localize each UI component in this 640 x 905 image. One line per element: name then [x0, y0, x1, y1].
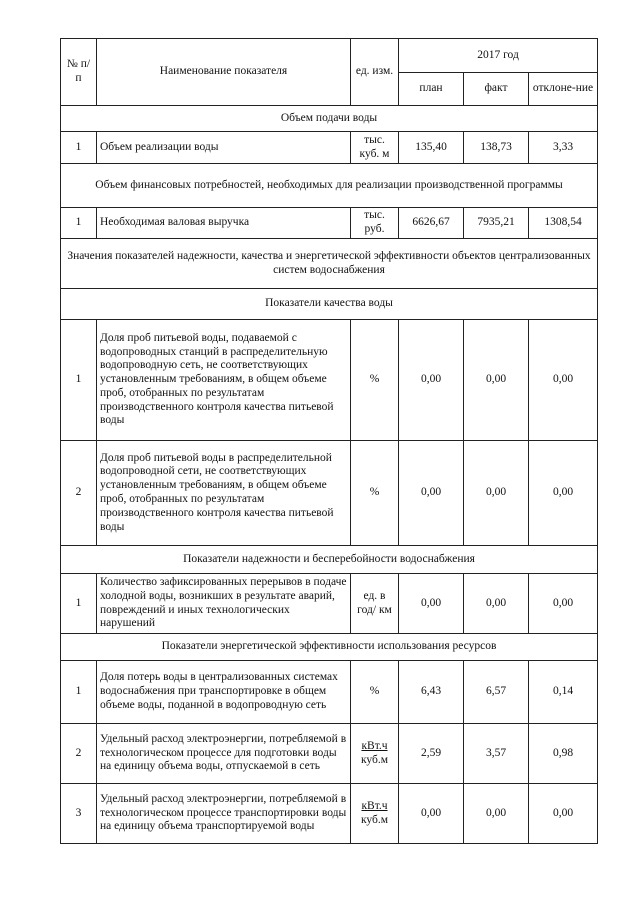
- row-unit: ед. в год/ км: [351, 574, 399, 634]
- header-unit: ед. изм.: [351, 39, 399, 106]
- row-num: 1: [61, 661, 97, 724]
- row-deviation: 0,98: [529, 724, 598, 784]
- header-num: № п/п: [61, 39, 97, 106]
- row-fact: 0,00: [464, 320, 529, 441]
- header-plan: план: [399, 73, 464, 106]
- row-num: 3: [61, 784, 97, 844]
- unit-denominator: куб.м: [360, 813, 389, 826]
- section-energy-efficiency: Показатели энергетической эффективности использования ресурсов: [61, 634, 598, 661]
- row-plan: 6626,67: [399, 208, 464, 239]
- row-unit: %: [351, 441, 399, 546]
- row-unit: [351, 724, 399, 784]
- row-plan: 0,00: [399, 320, 464, 441]
- row-plan: 2,59: [399, 724, 464, 784]
- row-unit: тыс. руб.: [351, 208, 399, 239]
- row-deviation: 3,33: [529, 132, 598, 164]
- row-unit: %: [351, 661, 399, 724]
- row-fact: 138,73: [464, 132, 529, 164]
- section-supply-volume: Объем подачи воды: [61, 106, 598, 132]
- indicators-table: [60, 38, 598, 844]
- row-num: 1: [61, 132, 97, 164]
- row-unit: %: [351, 320, 399, 441]
- row-name: Доля проб питьевой воды в распределительной водопроводной сети, не соответствующих установленным требованиям, в общем объеме проб, отобранных по результатам производственного контроля качества питьевой воды: [97, 441, 351, 546]
- unit-numerator: кВт.ч: [361, 799, 388, 812]
- row-deviation: 1308,54: [529, 208, 598, 239]
- row-fact: 3,57: [464, 724, 529, 784]
- row-num: 2: [61, 441, 97, 546]
- row-name: Количество зафиксированных перерывов в подаче холодной воды, возникших в результате аварий, повреждений и иных технологических нарушений: [97, 574, 351, 634]
- row-plan: 135,40: [399, 132, 464, 164]
- row-fact: 0,00: [464, 441, 529, 546]
- row-deviation: 0,00: [529, 574, 598, 634]
- row-name: Удельный расход электроэнергии, потребляемой в технологическом процессе транспортировки воды на единицу объема транспортируемой воды: [97, 784, 351, 844]
- row-name: Необходимая валовая выручка: [97, 208, 351, 239]
- row-num: 1: [61, 574, 97, 634]
- row-deviation: 0,00: [529, 441, 598, 546]
- row-fact: 7935,21: [464, 208, 529, 239]
- row-deviation: 0,00: [529, 784, 598, 844]
- row-deviation: 0,14: [529, 661, 598, 724]
- row-name: Доля проб питьевой воды, подаваемой с водопроводных станций в распределительную водопроводную сеть, не соответствующих установленным требованиям, в общем объеме проб, отобранных по результатам производственного контроля качества питьевой воды: [97, 320, 351, 441]
- row-num: 1: [61, 320, 97, 441]
- row-name: Объем реализации воды: [97, 132, 351, 164]
- row-num: 2: [61, 724, 97, 784]
- unit-denominator: куб.м: [360, 753, 389, 766]
- row-fact: 0,00: [464, 784, 529, 844]
- row-plan: 0,00: [399, 784, 464, 844]
- section-water-quality: Показатели качества воды: [61, 289, 598, 320]
- row-deviation: 0,00: [529, 320, 598, 441]
- row-plan: 0,00: [399, 441, 464, 546]
- header-year: 2017 год: [399, 39, 598, 73]
- row-unit: тыс. куб. м: [351, 132, 399, 164]
- section-supply-reliability: Показатели надежности и бесперебойности водоснабжения: [61, 546, 598, 574]
- header-fact: факт: [464, 73, 529, 106]
- row-name: Доля потерь воды в централизованных системах водоснабжения при транспортировке в общем объеме воды, поданной в водопроводную сеть: [97, 661, 351, 724]
- header-name: Наименование показателя: [97, 39, 351, 106]
- row-fact: 6,57: [464, 661, 529, 724]
- section-financial-needs: Объем финансовых потребностей, необходимых для реализации производственной программы: [61, 164, 598, 208]
- row-unit: [351, 784, 399, 844]
- unit-numerator: кВт.ч: [361, 739, 388, 752]
- header-deviation: отклоне-ние: [529, 73, 598, 106]
- row-plan: 6,43: [399, 661, 464, 724]
- row-plan: 0,00: [399, 574, 464, 634]
- row-num: 1: [61, 208, 97, 239]
- row-fact: 0,00: [464, 574, 529, 634]
- row-name: Удельный расход электроэнергии, потребляемой в технологическом процессе для подготовки воды на единицу объема воды, отпускаемой в сеть: [97, 724, 351, 784]
- section-reliability-values: Значения показателей надежности, качества и энергетической эффективности объектов централизованных систем водоснабжения: [61, 239, 598, 289]
